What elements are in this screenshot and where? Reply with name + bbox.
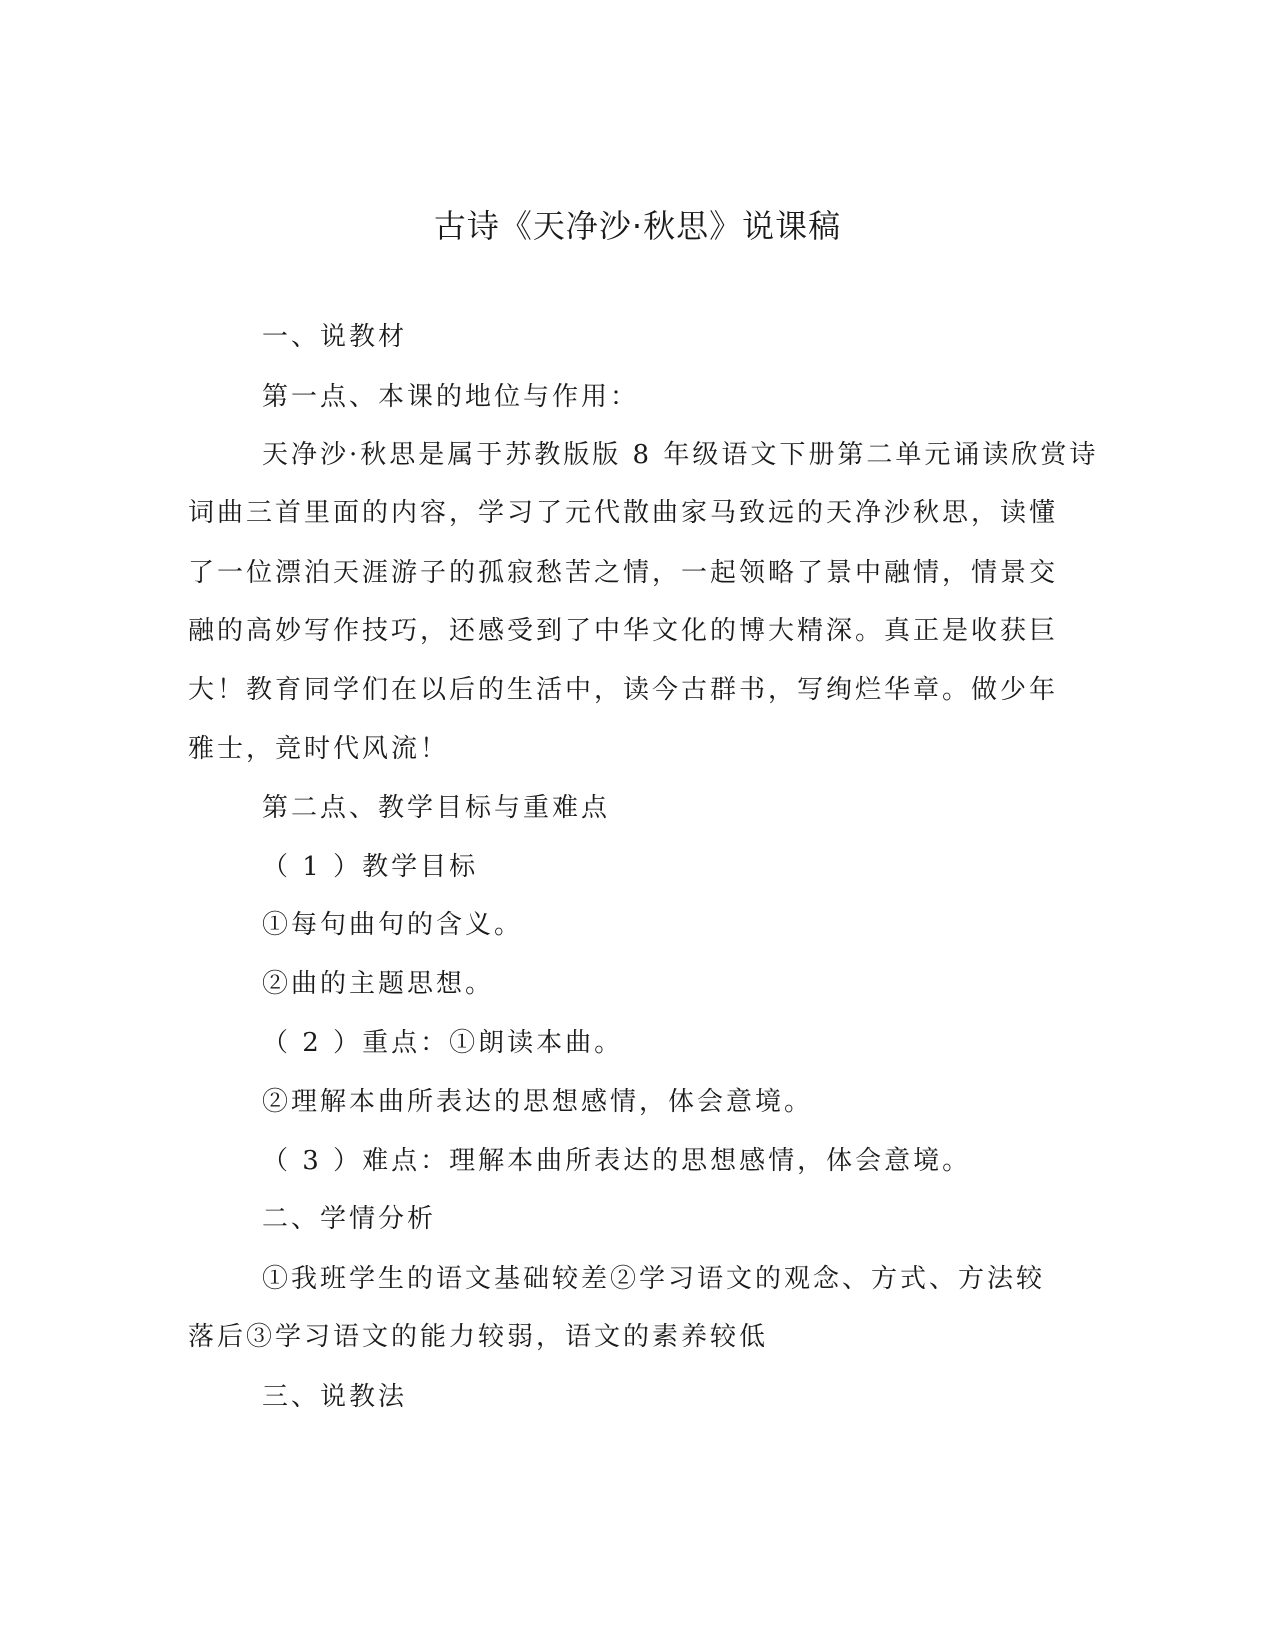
subheading-point-2: 第二点、教学目标与重难点 — [262, 793, 611, 823]
subheading-point-1: 第一点、本课的地位与作用： — [262, 382, 640, 412]
list-item: （ 3 ）难点：理解本曲所表达的思想感情，体会意境。 — [262, 1146, 972, 1176]
section-heading-2: 二、学情分析 — [262, 1204, 437, 1234]
paragraph-line: 落后③学习语文的能力较弱，语文的素养较低 — [188, 1322, 769, 1352]
paragraph-line: 融的高妙写作技巧，还感受到了中华文化的博大精深。真正是收获巨 — [188, 616, 1059, 646]
paragraph-line: 大！教育同学们在以后的生活中，读今古群书，写绚烂华章。做少年 — [188, 675, 1059, 705]
paragraph-line: 雅士，竞时代风流！ — [188, 734, 450, 764]
section-heading-3: 三、说教法 — [262, 1382, 408, 1412]
paragraph-line: 词曲三首里面的内容，学习了元代散曲家马致远的天净沙秋思，读懂 — [188, 498, 1059, 528]
list-item: （ 1 ）教学目标 — [262, 852, 479, 882]
paragraph-line: ①我班学生的语文基础较差②学习语文的观念、方式、方法较 — [262, 1264, 1046, 1294]
list-item: （ 2 ）重点：①朗读本曲。 — [262, 1028, 624, 1058]
list-item: ①每句曲句的含义。 — [262, 910, 524, 940]
list-item: ②曲的主题思想。 — [262, 969, 495, 999]
list-item: ②理解本曲所表达的思想感情，体会意境。 — [262, 1087, 814, 1117]
paragraph-line: 天净沙·秋思是属于苏教版版 8 年级语文下册第二单元诵读欣赏诗 — [262, 440, 1099, 470]
page-title: 古诗《天净沙·秋思》说课稿 — [433, 207, 842, 245]
section-heading-1: 一、说教材 — [262, 322, 408, 352]
paragraph-line: 了一位漂泊天涯游子的孤寂愁苦之情，一起领略了景中融情，情景交 — [188, 558, 1059, 588]
